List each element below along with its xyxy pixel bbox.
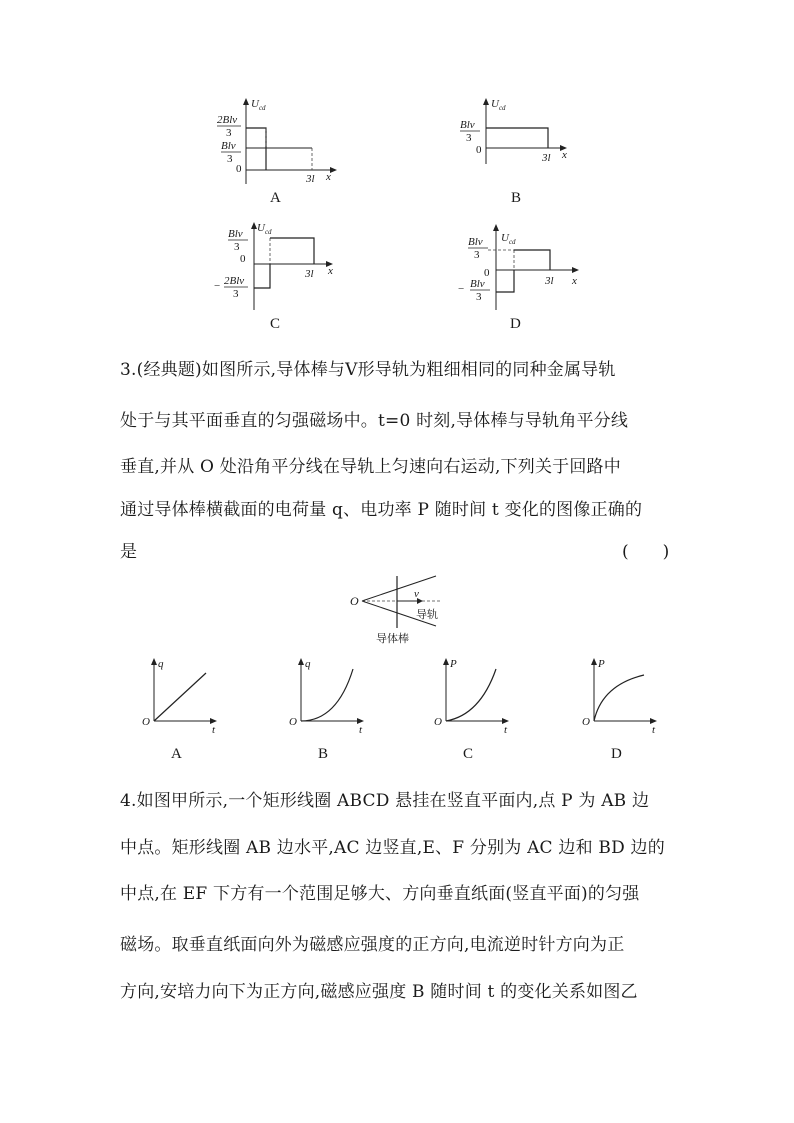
y-axis-label: q [158,658,164,670]
tick-blv: Blv [468,236,483,248]
q2-label-d[interactable]: D [510,316,521,332]
origin-label: O [582,716,590,728]
origin-label: O [142,716,150,728]
q3-label-d[interactable]: D [611,746,622,762]
q2-graph-a [210,96,350,188]
y-axis-label: q [305,658,311,670]
x-axis-arrow [330,167,337,173]
tick-den: 3 [233,288,239,300]
tick-den: 3 [466,132,472,144]
y-axis-label: P [598,658,605,670]
q4-line-1: 4.如图甲所示,一个矩形线圈 ABCD 悬挂在竖直平面内,点 P 为 AB 边 [120,791,650,811]
graph-curve [594,675,644,721]
graph-line [246,128,266,170]
rail-upper [362,576,436,601]
q2-label-c[interactable]: C [270,316,281,332]
q3-label-c[interactable]: C [463,746,474,762]
q3-graph-b [285,655,375,735]
tick-blv: Blv [470,278,485,290]
x-axis-label: t [359,724,363,735]
q4-line-2: 中点。矩形线圈 AB 边水平,AC 边竖直,E、F 分别为 AC 边和 BD 边的 [120,838,665,858]
tick-den: 3 [474,249,480,261]
y-axis-arrow [591,658,597,665]
y-axis-arrow [493,224,499,231]
graph-line-neg [496,270,514,292]
q3-line-4: 通过导体棒横截面的电荷量 q、电功率 P 随时间 t 变化的图像正确的 [120,500,643,520]
graph-line [486,128,548,148]
tick-den: 3 [226,127,232,139]
origin-label: 0 [236,163,242,175]
tick-3l: 3l [545,275,554,287]
origin-label: 0 [476,144,482,156]
graph-line [270,238,314,264]
q3-line-2: 处于与其平面垂直的匀强磁场中。t=0 时刻,导体棒与导轨角平分线 [120,411,629,431]
y-axis-label: $U_{cd}$ [251,98,266,112]
q2-label-b[interactable]: B [511,190,522,206]
graph-curve [301,669,353,721]
y-axis-arrow [298,658,304,665]
y-axis-label: P [450,658,457,670]
tick-den: 3 [234,241,240,253]
q2-graph-d [450,222,590,312]
y-axis-arrow [483,98,489,105]
q3-label-a[interactable]: A [171,746,182,762]
graph-curve [154,673,206,721]
q2-label-a[interactable]: A [270,190,281,206]
tick-blv: Blv [460,119,475,131]
q3-graph-c [430,655,520,735]
tick-blv: Blv [228,228,243,240]
tick-den: 3 [476,291,482,303]
tick-den: 3 [227,153,233,165]
y-axis-arrow [243,98,249,105]
q3-line-5: 是 [120,542,138,562]
graph-line [514,250,550,270]
x-axis-label: t [504,724,508,735]
velocity-label: v [414,588,419,600]
y-axis-label: $U_{cd}$ [501,232,516,246]
q3-graph-d [578,655,668,735]
tick-3l: 3l [306,173,315,185]
x-axis-label: x [572,275,577,287]
y-axis-label: $U_{cd}$ [257,222,272,236]
x-axis-label: t [212,724,216,735]
x-axis-label: x [326,171,331,183]
rail-label: 导轨 [416,609,438,621]
tick-2blv: 2Blv [224,275,245,287]
x-axis-arrow [572,267,579,273]
q4-line-5: 方向,安培力向下为正方向,磁感应强度 B 随时间 t 的变化关系如图乙 [120,982,638,1002]
q3-rail-figure [344,568,454,650]
x-axis-label: x [562,149,567,161]
q2-graph-b [450,96,590,166]
origin-label: 0 [240,253,246,265]
tick-blv: Blv [221,140,236,152]
origin-label: O [434,716,442,728]
x-axis-label: x [328,265,333,277]
tick-2blv: 2Blv [217,114,238,126]
neg-sign: − [458,283,465,295]
q3-label-b[interactable]: B [318,746,329,762]
tick-3l: 3l [542,152,551,164]
q2-graph-c [210,220,350,312]
graph-line-neg [254,264,270,288]
origin-label: O [289,716,297,728]
rod-label: 导体棒 [376,633,409,645]
q4-line-3: 中点,在 EF 下方有一个范围足够大、方向垂直纸面(竖直平面)的匀强 [120,884,640,904]
x-axis-label: t [652,724,656,735]
tick-3l: 3l [305,268,314,280]
origin-label: 0 [484,267,490,279]
q3-line-3: 垂直,并从 O 处沿角平分线在导轨上匀速向右运动,下列关于回路中 [120,457,621,477]
q4-line-4: 磁场。取垂直纸面向外为磁感应强度的正方向,电流逆时针方向为正 [120,935,625,955]
graph-curve [446,669,496,721]
y-axis-arrow [443,658,449,665]
q3-graph-a [138,655,228,735]
y-axis-arrow [151,658,157,665]
neg-sign: − [214,280,221,292]
answer-bracket[interactable]: ( ) [622,542,670,562]
q3-line-1: 3.(经典题)如图所示,导体棒与V形导轨为粗细相同的同种金属导轨 [120,360,616,380]
origin-label: O [350,594,359,608]
y-axis-label: $U_{cd}$ [491,98,506,112]
